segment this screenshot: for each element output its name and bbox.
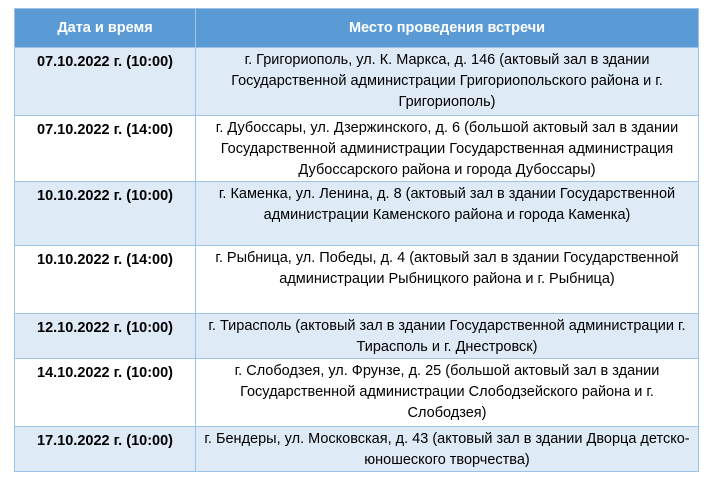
row-place: г. Григориополь, ул. К. Маркса, д. 146 (актовый зал в здании Государственной администрации Григориопольского района и г. Григориополь) [196,48,699,116]
table-row [15,48,699,116]
row-place: г. Бендеры, ул. Московская, д. 43 (актовый зал в здании Дворца детско-юношеского творчества) [196,427,699,472]
header-date: Дата и время [15,9,196,48]
table-row [15,359,699,427]
table-row [15,246,699,314]
row-date: 14.10.2022 г. (10:00) [15,359,196,427]
meetings-schedule-table [14,8,699,472]
row-date: 07.10.2022 г. (10:00) [15,48,196,116]
row-date: 12.10.2022 г. (10:00) [15,314,196,359]
table-row [15,182,699,246]
table-row [15,116,699,182]
row-date: 10.10.2022 г. (10:00) [15,182,196,246]
row-place: г. Слободзея, ул. Фрунзе, д. 25 (большой актовый зал в здании Государственной администрации Слободзейского района и г. Слободзея) [196,359,699,427]
row-date: 07.10.2022 г. (14:00) [15,116,196,182]
table-row [15,314,699,359]
table-header-row [15,9,699,48]
row-date: 10.10.2022 г. (14:00) [15,246,196,314]
row-place: г. Рыбница, ул. Победы, д. 4 (актовый зал в здании Государственной администрации Рыбницкого района и г. Рыбница) [196,246,699,314]
row-place: г. Тирасполь (актовый зал в здании Государственной администрации г. Тирасполь и г. Днестровск) [196,314,699,359]
row-place: г. Дубоссары, ул. Дзержинского, д. 6 (большой актовый зал в здании Государственной администрации Государственная администрация Дубоссарского района и города Дубоссары) [196,116,699,182]
header-place: Место проведения встречи [196,9,699,48]
meetings-table-container [14,8,698,472]
table-row [15,427,699,472]
row-place: г. Каменка, ул. Ленина, д. 8 (актовый зал в здании Государственной администрации Каменского района и города Каменка) [196,182,699,246]
row-date: 17.10.2022 г. (10:00) [15,427,196,472]
